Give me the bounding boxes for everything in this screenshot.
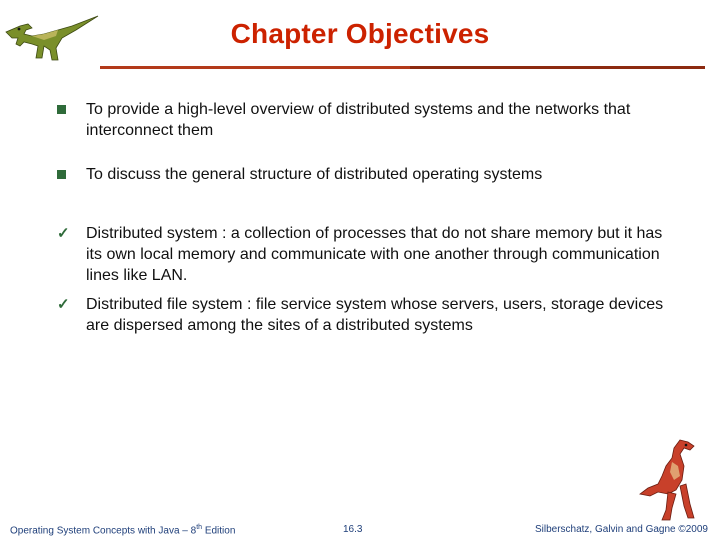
footer-authors: Silberschatz, Galvin and Gagne ©2009 [534,524,708,535]
footer-book-title: Operating System Concepts with Java – 8th Edition [10,524,236,537]
bullet-text: To provide a high-level overview of distributed systems and the networks that interconnect them [86,101,631,139]
bullet-text: Distributed system : a collection of processes that do not share memory but it has its own local memory and communicate with one another through communication lines like LAN. [86,225,663,284]
check-bullet-icon: ✓ [57,296,70,313]
square-bullet-icon [57,164,73,185]
bullet-item [57,99,677,143]
footer-page-number: 16.3 [343,524,363,535]
bullet-item [57,164,677,186]
red-dinosaur-icon [628,436,710,522]
bullet-text: Distributed file system : file service system whose servers, users, storage devices are dispersed among the sites of a distributed systems [86,296,664,334]
title-divider [100,66,705,69]
bullet-text: To discuss the general structure of distributed operating systems [86,166,543,183]
check-bullet-icon: ✓ [57,225,70,242]
bullet-item [57,223,677,287]
square-bullet-icon [57,99,73,120]
page-title: Chapter Objectives [230,18,490,49]
bullet-item [57,294,677,338]
